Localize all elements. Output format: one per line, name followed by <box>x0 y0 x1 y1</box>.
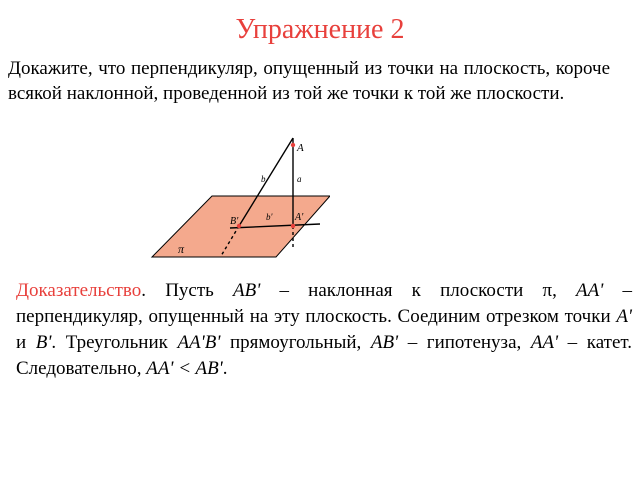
leg-ref: AA' <box>530 332 559 353</box>
point-a <box>291 143 295 147</box>
label-pi: π <box>178 242 185 256</box>
proof-text: – гипотенуза, <box>398 332 531 353</box>
proof-text: – перпендикуляр, опущенный на эту плоскость. Соединим отрезком точки <box>16 280 633 327</box>
triangle-ref: AA'B' <box>177 332 221 353</box>
proof-paragraph <box>16 278 632 382</box>
label-A: A <box>297 142 304 154</box>
proof-keyword: Доказательство <box>16 280 142 301</box>
segment-aa-prime: AA' <box>576 280 604 301</box>
segment-ab-prime: AB' <box>233 280 261 301</box>
point-a-prime <box>291 224 295 228</box>
conclusion-inequality: AA' < AB' <box>146 358 223 379</box>
proof-text: – катет. Следовательно, <box>16 332 633 379</box>
proof-text: и <box>16 332 36 353</box>
hypotenuse-ref: AB' <box>370 332 399 353</box>
label-b-prime: b' <box>266 212 273 222</box>
point-a-prime-ref: A' <box>616 306 632 327</box>
label-A-prime: A' <box>295 212 304 223</box>
label-a: a <box>297 174 302 184</box>
proof-text: – наклонная к плоскости π, <box>260 280 577 301</box>
proof-text: . <box>222 358 228 379</box>
task-statement: Докажите, что перпендикуляр, опущенный из точки на плоскость, короче всякой наклонной, проведенной из той же точки к той же плоскости. <box>8 58 610 104</box>
point-b-prime-ref: B' <box>35 332 52 353</box>
proof-text: . Пусть <box>141 280 234 301</box>
label-b: b <box>261 174 266 184</box>
label-B-prime: B' <box>230 216 239 227</box>
proof-text: . Треугольник <box>51 332 178 353</box>
geometry-figure <box>150 132 330 262</box>
slide-title: Упражнение 2 <box>235 14 405 45</box>
proof-text: прямоугольный, <box>220 332 371 353</box>
